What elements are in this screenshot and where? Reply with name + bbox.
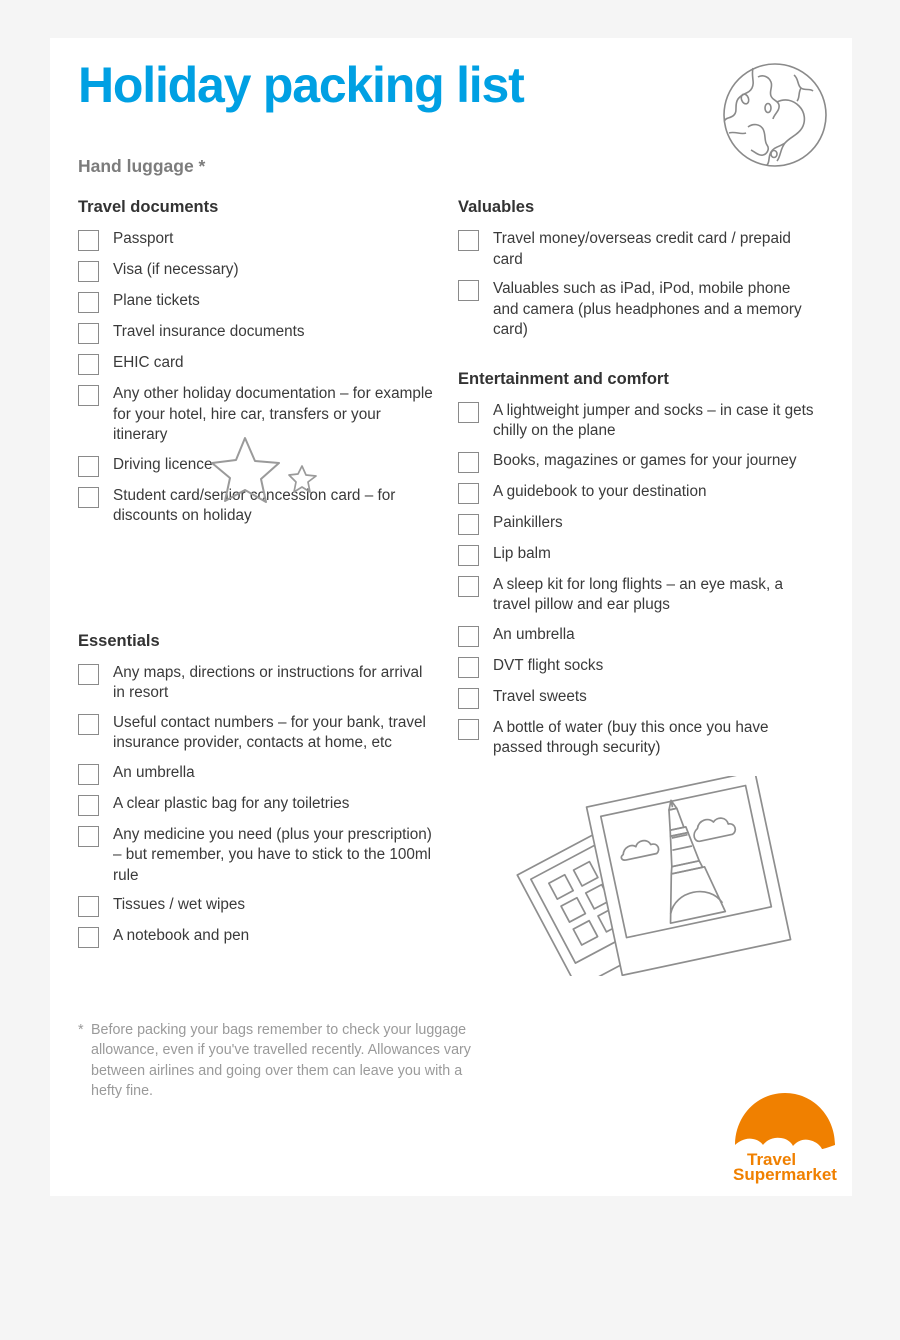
section-essentials	[78, 632, 438, 949]
checkbox[interactable]	[458, 657, 479, 678]
list-item[interactable]	[458, 625, 818, 647]
checkbox[interactable]	[458, 514, 479, 535]
item-label: Tissues / wet wipes	[113, 896, 246, 913]
item-label: Useful contact numbers – for your bank, travel insurance provider, contacts at home, etc	[113, 713, 426, 751]
checkbox[interactable]	[78, 230, 99, 251]
checkbox[interactable]	[78, 927, 99, 948]
item-label: Any maps, directions or instructions for arrival in resort	[113, 663, 423, 701]
item-label: Valuables such as iPad, iPod, mobile phone and camera (plus headphones and a memory card)	[493, 280, 802, 338]
list-item[interactable]	[78, 663, 438, 704]
item-label: Lip balm	[493, 544, 551, 562]
section-heading: Valuables	[458, 198, 535, 216]
page-subtitle: Hand luggage *	[78, 156, 206, 176]
checkbox[interactable]	[458, 402, 479, 423]
section-entertainment-and-comfort	[458, 370, 818, 759]
checkbox[interactable]	[458, 280, 479, 301]
checklist-entertainment	[458, 401, 818, 759]
stars-decoration-icon	[205, 436, 335, 506]
section-heading: Travel documents	[78, 198, 219, 216]
checkbox[interactable]	[78, 456, 99, 477]
list-item[interactable]	[78, 763, 438, 785]
checkbox[interactable]	[458, 688, 479, 709]
item-label: Travel insurance documents	[113, 323, 305, 340]
item-label: Travel money/overseas credit card / prepaid card	[493, 230, 791, 268]
item-label: Plane tickets	[113, 292, 200, 309]
checkbox[interactable]	[458, 576, 479, 597]
item-label: Passport	[113, 230, 174, 247]
footnote-marker: *	[78, 1022, 84, 1038]
travelsupermarket-logo	[729, 1085, 841, 1185]
item-label: An umbrella	[493, 625, 575, 643]
checkbox[interactable]	[78, 487, 99, 508]
list-item[interactable]	[458, 544, 818, 566]
checklist-essentials	[78, 663, 438, 949]
page-title: Holiday packing list	[78, 57, 524, 113]
checkbox[interactable]	[78, 714, 99, 735]
polaroid-photos-icon	[510, 776, 820, 976]
list-item[interactable]	[78, 926, 438, 948]
item-label: Driving licence	[113, 455, 213, 473]
section-heading: Essentials	[78, 631, 160, 650]
list-item[interactable]	[458, 401, 818, 442]
list-item[interactable]	[78, 794, 438, 816]
list-item[interactable]	[78, 322, 438, 344]
section-heading: Entertainment and comfort	[458, 369, 669, 388]
checkbox[interactable]	[78, 385, 99, 406]
list-item[interactable]	[78, 713, 438, 754]
list-item[interactable]	[458, 575, 818, 616]
checkbox[interactable]	[78, 354, 99, 375]
list-item[interactable]	[458, 513, 818, 535]
checkbox[interactable]	[78, 764, 99, 785]
decoration-spacer	[78, 536, 438, 632]
list-item[interactable]	[78, 229, 438, 251]
list-item[interactable]	[458, 451, 818, 473]
item-label: Visa (if necessary)	[113, 261, 239, 278]
section-spacer	[458, 350, 818, 370]
item-label: A clear plastic bag for any toiletries	[113, 794, 350, 812]
left-column	[78, 198, 438, 957]
checkbox[interactable]	[458, 230, 479, 251]
checkbox[interactable]	[458, 719, 479, 740]
list-item[interactable]	[458, 656, 818, 678]
checkbox[interactable]	[78, 261, 99, 282]
item-label: A guidebook to your destination	[493, 482, 707, 500]
footnote-text: Before packing your bags remember to check your luggage allowance, even if you've travelled recently. Allowances vary between airlines and going over them can leave you with a hefty fine.	[91, 1022, 471, 1099]
right-column	[458, 198, 818, 768]
checkbox[interactable]	[78, 323, 99, 344]
item-label: A lightweight jumper and socks – in case it gets chilly on the plane	[493, 401, 814, 439]
list-item[interactable]	[78, 353, 438, 375]
list-item[interactable]	[458, 718, 818, 759]
item-label: Travel sweets	[493, 687, 587, 705]
list-item[interactable]	[458, 229, 818, 270]
checkbox[interactable]	[78, 795, 99, 816]
list-item[interactable]	[458, 279, 818, 341]
section-valuables	[458, 198, 818, 341]
logo-line2: Supermarket	[733, 1165, 837, 1184]
list-item[interactable]	[78, 260, 438, 282]
item-label: DVT flight socks	[493, 656, 604, 674]
checkbox[interactable]	[458, 452, 479, 473]
item-label: An umbrella	[113, 763, 195, 781]
globe-icon	[715, 55, 835, 175]
list-item[interactable]	[78, 825, 438, 887]
item-label: EHIC card	[113, 354, 184, 371]
checklist-valuables	[458, 229, 818, 341]
packing-list-card	[50, 38, 852, 1196]
checkbox[interactable]	[78, 292, 99, 313]
item-label: A sleep kit for long flights – an eye mask, a travel pillow and ear plugs	[493, 575, 783, 613]
list-item[interactable]	[458, 482, 818, 504]
item-label: A bottle of water (buy this once you have passed through security)	[493, 718, 769, 756]
footnote	[78, 1020, 478, 1101]
item-label: Any other holiday documentation – for example for your hotel, hire car, transfers or your itinerary	[113, 385, 433, 443]
item-label: Any medicine you need (plus your prescription) – but remember, you have to stick to the 100ml rule	[113, 825, 432, 884]
list-item[interactable]	[458, 687, 818, 709]
item-label: A notebook and pen	[113, 927, 250, 944]
item-label: Painkillers	[493, 513, 563, 531]
checkbox[interactable]	[78, 664, 99, 685]
item-label: Student card/senior concession card – for discounts on holiday	[113, 486, 396, 524]
item-label: Books, magazines or games for your journey	[493, 451, 797, 469]
checkbox[interactable]	[78, 826, 99, 847]
checkbox[interactable]	[458, 626, 479, 647]
list-item[interactable]	[78, 895, 438, 917]
list-item[interactable]	[78, 291, 438, 313]
logo-line1: Travel	[747, 1150, 797, 1169]
checkbox[interactable]	[458, 545, 479, 566]
checkbox[interactable]	[458, 483, 479, 504]
checkbox[interactable]	[78, 896, 99, 917]
